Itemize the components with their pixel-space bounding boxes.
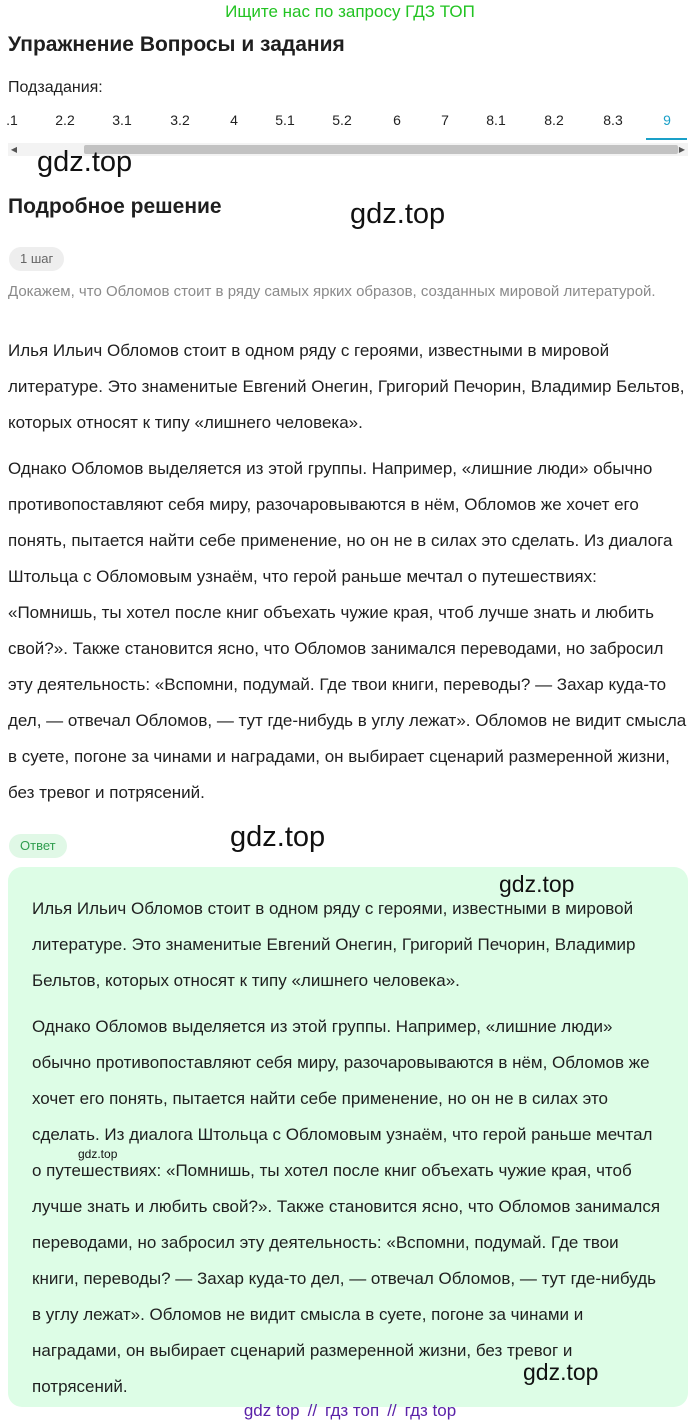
subtask-tab[interactable]: 3.1 [112, 112, 132, 128]
solution-paragraph: Однако Обломов выделяется из этой группы. Например, «лишние люди» обычно противопоставляют себя миру, разочаровываются в нём, Обломов же хочет его понять, пытается найти себе применение, но он не в силах это сделать. Из диалога Штольца с Обломовым узнаём, что герой раньше мечтал о путешествиях: «Помнишь, ты хотел после книг объехать чужие края, чтоб лучше знать и любить свой?». Также становится ясно, что Обломов занимался переводами, но забросил эту деятельность: «Вспомни, подумай. Где твои книги, переводы? — Захар куда-то дел, — отвечал Обломов, — тут где-нибудь в углу лежат». Обломов не видит смысла в суете, погоне за чинами и наградами, он выбирает сценарий размеренной жизни, без тревог и потрясений. [8, 459, 687, 802]
watermark: gdz.top [37, 146, 133, 178]
footer-link[interactable]: gdz top [243, 1401, 300, 1420]
search-hint-banner: Ищите нас по запросу ГДЗ ТОП [225, 2, 475, 21]
subtask-tabs [0, 108, 700, 138]
subtask-tab[interactable]: .1 [6, 112, 18, 128]
scroll-right-arrow-icon[interactable]: ▶ [678, 145, 686, 154]
watermark: gdz.top [523, 1359, 599, 1385]
footer-link[interactable]: гдз top [404, 1401, 457, 1420]
section-title: Подробное решение [8, 195, 222, 218]
subtask-tab[interactable]: 8.3 [603, 112, 623, 128]
question-text: Докажем, что Обломов стоит в ряду самых ярких образов, созданных мировой литературой. [8, 283, 656, 300]
watermark: gdz.top [78, 1147, 118, 1161]
step-badge: 1 шаг [9, 247, 64, 271]
subtask-tab[interactable]: 7 [441, 112, 449, 128]
footer-links [0, 1401, 700, 1421]
subtask-tab[interactable]: 4 [230, 112, 238, 128]
subtask-tab[interactable]: 5.2 [332, 112, 352, 128]
answer-paragraph: Однако Обломов выделяется из этой группы. Например, «лишние люди» обычно противопоставляют себя миру, разочаровываются в нём, Обломов же хочет его понять, пытается найти себе применение, но он не в силах это сделать. Из диалога Штольца с Обломовым узнаём, что герой раньше мечтал о путешествиях: «Помнишь, ты хотел после книг объехать чужие края, чтоб лучше знать и любить свой?». Также становится ясно, что Обломов занимался переводами, но забросил эту деятельность: «Вспомни, подумай. Где твои книги, переводы? — Захар куда-то дел, — отвечал Обломов, — тут где-нибудь в углу лежат». Обломов не видит смысла в суете, погоне за чинами и наградами, он выбирает сценарий размеренной жизни, без тревог и потрясений. [32, 1017, 661, 1396]
footer-separator: // [387, 1401, 397, 1420]
active-tab-indicator [646, 138, 687, 140]
subtask-tab[interactable]: 8.1 [486, 112, 506, 128]
scrollbar-thumb[interactable] [84, 145, 678, 154]
solution-paragraph: Илья Ильич Обломов стоит в одном ряду с героями, известными в мировой литературе. Это знаменитые Евгений Онегин, Григорий Печорин, Владимир Бельтов, которых относят к типу «лишнего человека». [8, 341, 685, 432]
subtasks-label: Подзадания: [8, 79, 103, 96]
watermark: gdz.top [350, 198, 446, 230]
watermark: gdz.top [230, 821, 326, 853]
answer-badge: Ответ [9, 834, 67, 858]
answer-paragraph: Илья Ильич Обломов стоит в одном ряду с героями, известными в мировой литературе. Это знаменитые Евгений Онегин, Григорий Печорин, Владимир Бельтов, которых относят к типу «лишнего человека». [32, 899, 636, 990]
scroll-left-arrow-icon[interactable]: ◀ [10, 145, 18, 154]
subtask-tab[interactable]: 5.1 [275, 112, 295, 128]
page-title: Упражнение Вопросы и задания [8, 33, 345, 56]
solution-text [8, 333, 688, 821]
subtask-tab[interactable]: 6 [393, 112, 401, 128]
subtask-tab[interactable]: 3.2 [170, 112, 190, 128]
answer-box [8, 867, 688, 1407]
footer-separator: // [307, 1401, 318, 1420]
subtask-tab[interactable]: 2.2 [55, 112, 75, 128]
watermark: gdz.top [499, 871, 575, 897]
subtask-tab-active[interactable]: 9 [663, 112, 671, 128]
footer-link[interactable]: гдз топ [325, 1401, 380, 1420]
subtask-tab[interactable]: 8.2 [544, 112, 564, 128]
